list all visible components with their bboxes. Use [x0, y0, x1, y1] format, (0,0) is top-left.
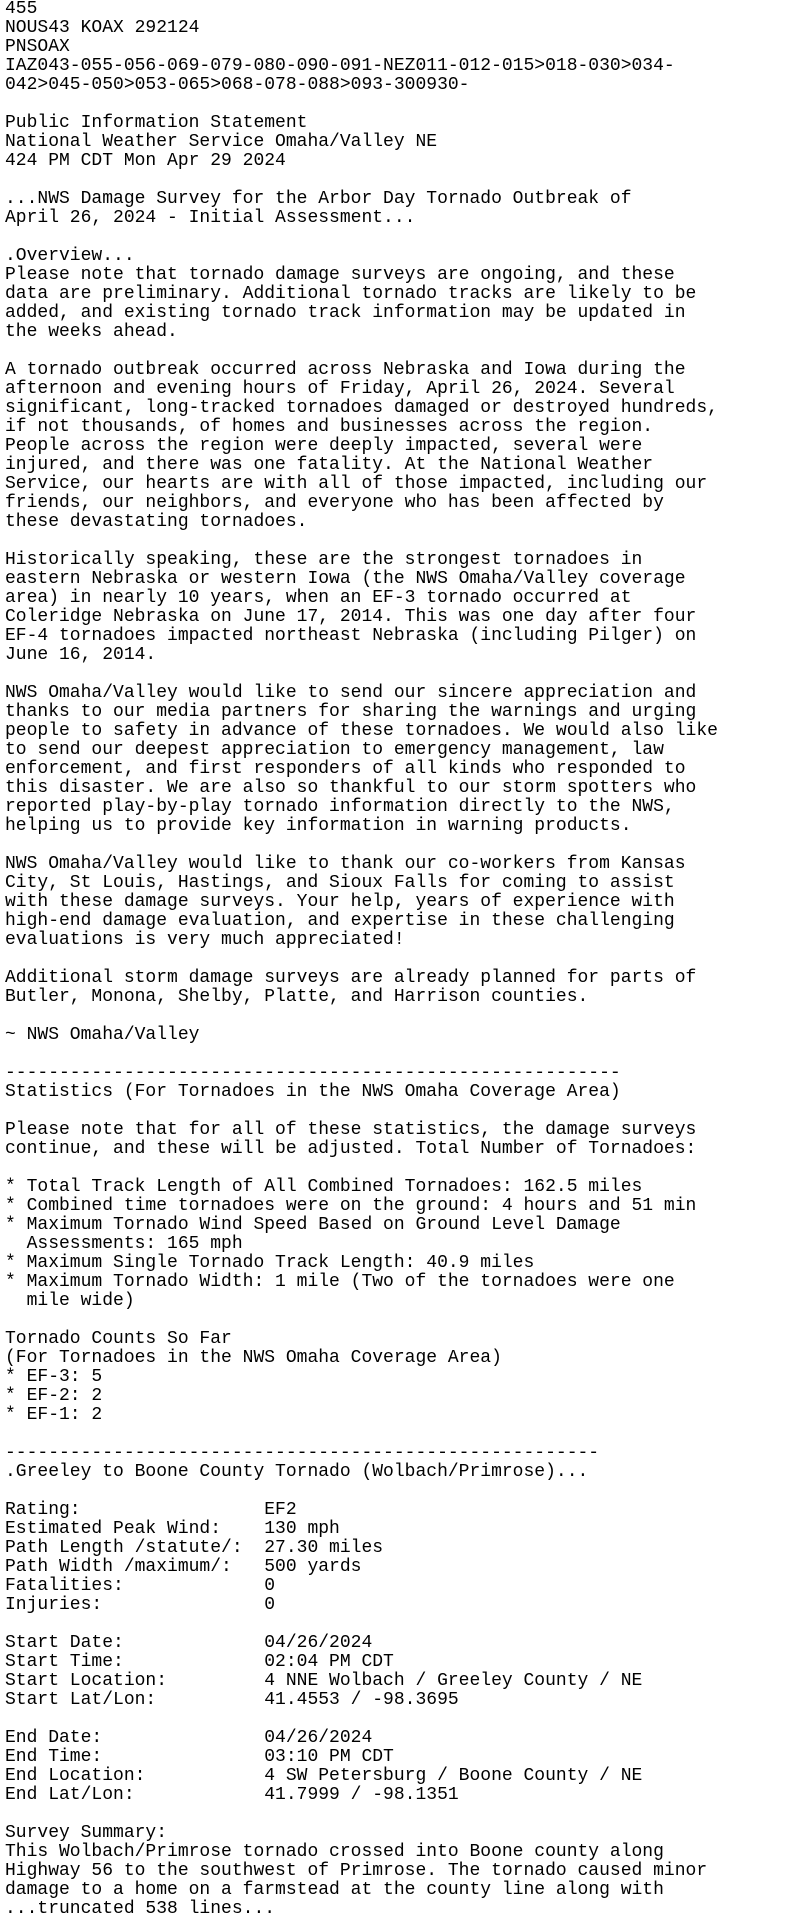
document-line: This Wolbach/Primrose tornado crossed into Boone county along — [5, 1842, 664, 1862]
document-line: * EF-3: 5 — [5, 1367, 103, 1387]
document-line: City, St Louis, Hastings, and Sioux Falls for coming to assist — [5, 873, 675, 893]
document-line: End Date: 04/26/2024 — [5, 1728, 373, 1748]
document-line: Start Location: 4 NNE Wolbach / Greeley County / NE — [5, 1671, 643, 1691]
document-line: End Location: 4 SW Petersburg / Boone County / NE — [5, 1766, 643, 1786]
document-line: significant, long-tracked tornadoes damaged or destroyed hundreds, — [5, 398, 718, 418]
document-line: high-end damage evaluation, and expertise in these challenging — [5, 911, 675, 931]
document-line: Butler, Monona, Shelby, Platte, and Harrison counties. — [5, 987, 589, 1007]
document-line: Tornado Counts So Far — [5, 1329, 232, 1349]
document-line: (For Tornadoes in the NWS Omaha Coverage Area) — [5, 1348, 502, 1368]
document-line: reported play-by-play tornado information directly to the NWS, — [5, 797, 675, 817]
document-line: April 26, 2024 - Initial Assessment... — [5, 208, 416, 228]
document-line: Start Lat/Lon: 41.4553 / -98.3695 — [5, 1690, 459, 1710]
document-line: Public Information Statement — [5, 113, 308, 133]
document-line: Path Width /maximum/: 500 yards — [5, 1557, 362, 1577]
document-line: injured, and there was one fatality. At the National Weather — [5, 455, 654, 475]
document-line: this disaster. We are also so thankful to our storm spotters who — [5, 778, 697, 798]
document-line: NWS Omaha/Valley would like to send our sincere appreciation and — [5, 683, 697, 703]
document-line: enforcement, and first responders of all kinds who responded to — [5, 759, 686, 779]
document-line: * Maximum Tornado Wind Speed Based on Ground Level Damage — [5, 1215, 621, 1235]
document-line: damage to a home on a farmstead at the county line along with — [5, 1880, 664, 1900]
document-line: data are preliminary. Additional tornado tracks are likely to be — [5, 284, 697, 304]
document-line: .Overview... — [5, 246, 135, 266]
document-line: --------------------------------------------------------- — [5, 1063, 621, 1083]
document-line: the weeks ahead. — [5, 322, 178, 342]
document-line: Highway 56 to the southwest of Primrose. The tornado caused minor — [5, 1861, 708, 1881]
document-line: * Maximum Single Tornado Track Length: 40.9 miles — [5, 1253, 535, 1273]
document-line: June 16, 2014. — [5, 645, 157, 665]
document-line: Coleridge Nebraska on June 17, 2014. This was one day after four — [5, 607, 697, 627]
document-line: PNSOAX — [5, 37, 70, 57]
document-line: Please note that tornado damage surveys are ongoing, and these — [5, 265, 675, 285]
document-line: helping us to provide key information in warning products. — [5, 816, 632, 836]
document-line: * EF-2: 2 — [5, 1386, 103, 1406]
document-line: eastern Nebraska or western Iowa (the NWS Omaha/Valley coverage — [5, 569, 686, 589]
document-line: Start Time: 02:04 PM CDT — [5, 1652, 394, 1672]
document-line: Start Date: 04/26/2024 — [5, 1633, 373, 1653]
document-line: added, and existing tornado track information may be updated in — [5, 303, 686, 323]
document-line: Additional storm damage surveys are already planned for parts of — [5, 968, 697, 988]
document-line: area) in nearly 10 years, when an EF-3 tornado occurred at — [5, 588, 632, 608]
document-line: Injuries: 0 — [5, 1595, 276, 1615]
document-line: evaluations is very much appreciated! — [5, 930, 405, 950]
document-line: friends, our neighbors, and everyone who has been affected by — [5, 493, 664, 513]
document-line: continue, and these will be adjusted. Total Number of Tornadoes: — [5, 1139, 697, 1159]
document-line: A tornado outbreak occurred across Nebraska and Iowa during the — [5, 360, 686, 380]
document-line: NOUS43 KOAX 292124 — [5, 18, 200, 38]
document-line: Assessments: 165 mph — [5, 1234, 243, 1254]
document-line: Statistics (For Tornadoes in the NWS Omaha Coverage Area) — [5, 1082, 621, 1102]
document-line: ------------------------------------------------------- — [5, 1443, 600, 1463]
document-line: .Greeley to Boone County Tornado (Wolbach/Primrose)... — [5, 1462, 589, 1482]
document-line: people to safety in advance of these tornadoes. We would also like — [5, 721, 718, 741]
document-line: * Combined time tornadoes were on the ground: 4 hours and 51 min — [5, 1196, 697, 1216]
document-line: mile wide) — [5, 1291, 135, 1311]
document-line: 042>045-050>053-065>068-078-088>093-300930- — [5, 75, 470, 95]
document-line: People across the region were deeply impacted, several were — [5, 436, 643, 456]
document-line: afternoon and evening hours of Friday, April 26, 2024. Several — [5, 379, 675, 399]
document-line: these devastating tornadoes. — [5, 512, 308, 532]
document-line: with these damage surveys. Your help, years of experience with — [5, 892, 675, 912]
document-line: ~ NWS Omaha/Valley — [5, 1025, 200, 1045]
document-line: EF-4 tornadoes impacted northeast Nebraska (including Pilger) on — [5, 626, 697, 646]
document-line: Fatalities: 0 — [5, 1576, 276, 1596]
document-line: End Lat/Lon: 41.7999 / -98.1351 — [5, 1785, 459, 1805]
document-line: * EF-1: 2 — [5, 1405, 103, 1425]
document-line: 424 PM CDT Mon Apr 29 2024 — [5, 151, 286, 171]
document-line: Path Length /statute/: 27.30 miles — [5, 1538, 384, 1558]
document-line: if not thousands, of homes and businesses across the region. — [5, 417, 654, 437]
document-line: Service, our hearts are with all of those impacted, including our — [5, 474, 708, 494]
document-line: End Time: 03:10 PM CDT — [5, 1747, 394, 1767]
document-line: Please note that for all of these statistics, the damage surveys — [5, 1120, 697, 1140]
document-line: Survey Summary: — [5, 1823, 168, 1843]
document-line: to send our deepest appreciation to emergency management, law — [5, 740, 664, 760]
document-line: National Weather Service Omaha/Valley NE — [5, 132, 438, 152]
document-line: NWS Omaha/Valley would like to thank our co-workers from Kansas — [5, 854, 686, 874]
document-line: ...NWS Damage Survey for the Arbor Day Tornado Outbreak of — [5, 189, 632, 209]
document-line: * Total Track Length of All Combined Tornadoes: 162.5 miles — [5, 1177, 643, 1197]
document-line: thanks to our media partners for sharing the warnings and urging — [5, 702, 697, 722]
document-line: ...truncated 538 lines... — [5, 1899, 276, 1919]
document-line: Estimated Peak Wind: 130 mph — [5, 1519, 340, 1539]
document-line: Rating: EF2 — [5, 1500, 297, 1520]
document-line: * Maximum Tornado Width: 1 mile (Two of the tornadoes were one — [5, 1272, 675, 1292]
document-line: IAZ043-055-056-069-079-080-090-091-NEZ011-012-015>018-030>034- — [5, 56, 675, 76]
document-line: 455 — [5, 0, 38, 19]
document-line: Historically speaking, these are the strongest tornadoes in — [5, 550, 643, 570]
